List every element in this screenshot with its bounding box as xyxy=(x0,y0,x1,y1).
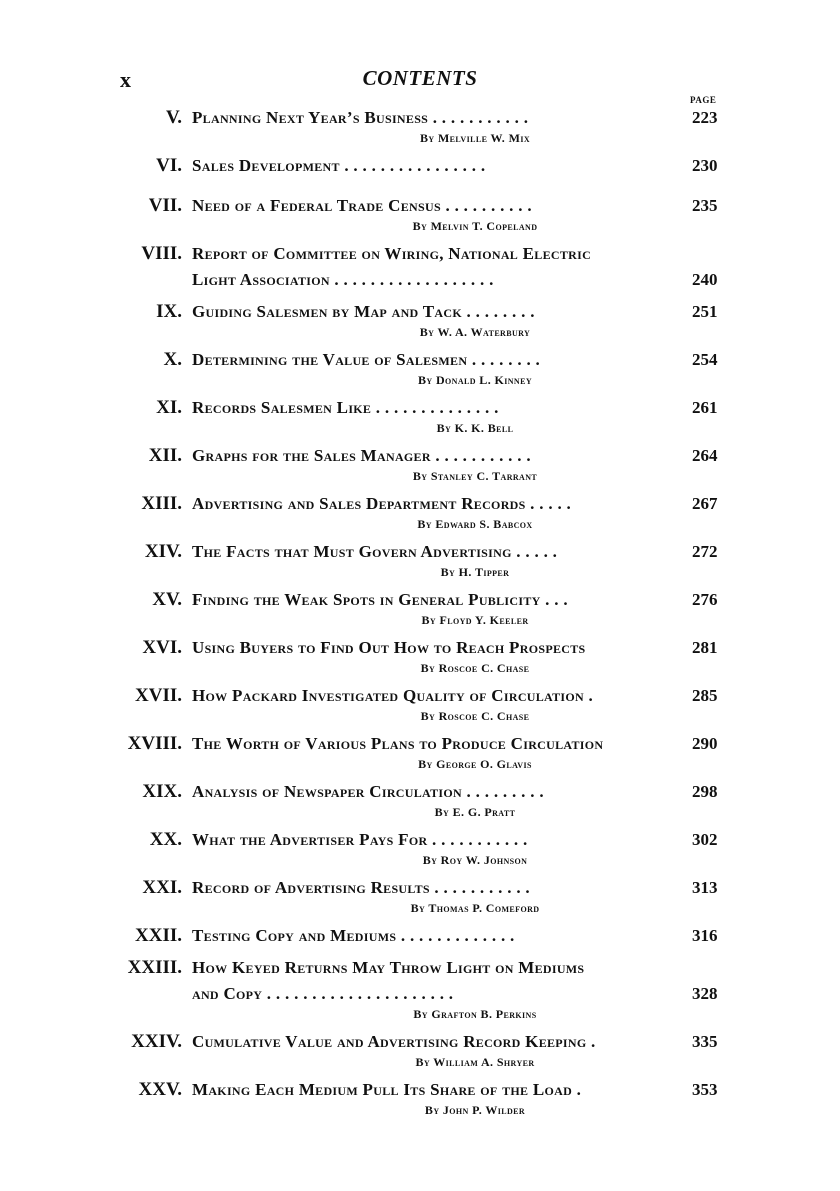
toc-entry-row xyxy=(0,241,840,267)
chapter-number: VII. xyxy=(148,195,182,216)
chapter-author: By Grafton B. Perkins xyxy=(413,1007,537,1021)
chapter-title: Report of Committee on Wiring, National Electric xyxy=(192,244,592,263)
chapter-page-number: 272 xyxy=(692,542,718,561)
chapter-author: By Melvin T. Copeland xyxy=(412,219,538,233)
chapter-number: XVII. xyxy=(135,685,182,706)
page-number: x xyxy=(120,67,131,92)
toc-entry-row xyxy=(0,875,840,901)
chapter-number: XV. xyxy=(152,589,182,610)
toc-entry-row xyxy=(0,491,840,517)
toc-entry xyxy=(0,299,840,343)
toc-entry-row xyxy=(0,299,840,325)
toc-entry xyxy=(0,955,840,1025)
chapter-page-number: 261 xyxy=(692,398,718,417)
chapter-author: By Donald L. Kinney xyxy=(417,373,533,387)
chapter-title: and Copy . . . . . . . . . . . . . . . . . . . . . xyxy=(192,984,454,1003)
chapter-number: X. xyxy=(163,349,182,370)
chapter-title: Record of Advertising Results . . . . . . . . . . . xyxy=(192,878,530,897)
chapter-author: By K. K. Bell xyxy=(436,421,514,435)
chapter-page-number: 267 xyxy=(692,494,718,513)
chapter-author: By Edward S. Babcox xyxy=(417,517,533,531)
toc-entry-row xyxy=(0,955,840,981)
toc-entry-row xyxy=(0,267,840,293)
chapter-author: By William A. Shryer xyxy=(415,1055,535,1069)
chapter-number: XI. xyxy=(156,397,182,418)
chapter-author: By George O. Glavis xyxy=(418,757,532,771)
toc-entry xyxy=(0,153,840,179)
toc-entry-row xyxy=(0,193,840,219)
chapter-number: XXV. xyxy=(138,1079,182,1100)
chapter-page-number: 251 xyxy=(692,302,718,321)
chapter-author: By Roy W. Johnson xyxy=(422,853,528,867)
toc-entry xyxy=(0,923,840,949)
toc-entry xyxy=(0,587,840,631)
toc-entry-row xyxy=(0,395,840,421)
chapter-page-number: 230 xyxy=(692,156,718,175)
chapter-author: By Stanley C. Tarrant xyxy=(412,469,538,483)
chapter-author: By E. G. Pratt xyxy=(434,805,516,819)
toc-entry xyxy=(0,1029,840,1073)
table-of-contents xyxy=(0,105,840,1125)
chapter-title: Advertising and Sales Department Records . . . . . xyxy=(192,494,572,513)
chapter-title: Sales Development . . . . . . . . . . . . . . . . xyxy=(192,156,486,175)
chapter-title: How Keyed Returns May Throw Light on Mediums xyxy=(192,958,585,977)
toc-entry-row xyxy=(0,1029,840,1055)
toc-entry xyxy=(0,731,840,775)
chapter-page-number: 313 xyxy=(692,878,718,897)
chapter-number: XX. xyxy=(149,829,182,850)
toc-entry xyxy=(0,443,840,487)
chapter-number: VIII. xyxy=(141,243,182,264)
chapter-title: Finding the Weak Spots in General Publicity . . . xyxy=(192,590,568,609)
toc-entry-row xyxy=(0,683,840,709)
chapter-page-number: 290 xyxy=(692,734,718,753)
toc-entry-row xyxy=(0,981,840,1007)
chapter-title: Cumulative Value and Advertising Record Keeping . xyxy=(192,1032,596,1051)
chapter-title: The Worth of Various Plans to Produce Circulation xyxy=(192,734,604,753)
toc-entry xyxy=(0,395,840,439)
chapter-page-number: 285 xyxy=(692,686,718,705)
chapter-page-number: 298 xyxy=(692,782,718,801)
chapter-author: By Roscoe C. Chase xyxy=(420,661,530,675)
toc-entry-row xyxy=(0,635,840,661)
chapter-title: What the Advertiser Pays For . . . . . . . . . . . xyxy=(192,830,528,849)
toc-entry-row xyxy=(0,923,840,949)
toc-entry xyxy=(0,539,840,583)
chapter-title: Records Salesmen Like . . . . . . . . . . . . . . xyxy=(192,398,499,417)
toc-entry xyxy=(0,875,840,919)
chapter-author: By W. A. Waterbury xyxy=(419,325,531,339)
chapter-title: Need of a Federal Trade Census . . . . . . . . . . xyxy=(192,196,532,215)
chapter-number: XIX. xyxy=(142,781,182,802)
chapter-page-number: 353 xyxy=(692,1080,718,1099)
toc-entry-row xyxy=(0,105,840,131)
toc-entry-row xyxy=(0,153,840,179)
toc-entry xyxy=(0,1077,840,1121)
chapter-page-number: 281 xyxy=(692,638,718,657)
chapter-number: XVI. xyxy=(142,637,182,658)
chapter-title: Making Each Medium Pull Its Share of the Load . xyxy=(192,1080,582,1099)
chapter-number: IX. xyxy=(156,301,182,322)
chapter-author: By Thomas P. Comeford xyxy=(410,901,540,915)
chapter-author: By John P. Wilder xyxy=(424,1103,526,1117)
chapter-title: Graphs for the Sales Manager . . . . . . . . . . . xyxy=(192,446,531,465)
chapter-author: By Floyd Y. Keeler xyxy=(421,613,529,627)
toc-entry xyxy=(0,635,840,679)
chapter-number: XXIII. xyxy=(127,957,182,978)
chapter-page-number: 302 xyxy=(692,830,718,849)
chapter-number: XXIV. xyxy=(131,1031,182,1052)
chapter-title: Planning Next Year’s Business . . . . . . . . . . . xyxy=(192,108,529,127)
toc-entry xyxy=(0,193,840,237)
chapter-page-number: 254 xyxy=(692,350,718,369)
toc-entry-row xyxy=(0,827,840,853)
chapter-number: XVIII. xyxy=(127,733,182,754)
chapter-number: VI. xyxy=(156,155,182,176)
toc-entry xyxy=(0,779,840,823)
chapter-page-number: 316 xyxy=(692,926,718,945)
chapter-number: XXI. xyxy=(142,877,182,898)
chapter-number: XII. xyxy=(148,445,182,466)
chapter-number: V. xyxy=(165,107,182,128)
chapter-title: Guiding Salesmen by Map and Tack . . . . . . . . xyxy=(192,302,535,321)
chapter-page-number: 235 xyxy=(692,196,718,215)
toc-entry-row xyxy=(0,1077,840,1103)
chapter-page-number: 223 xyxy=(692,108,718,127)
toc-entry xyxy=(0,347,840,391)
chapter-page-number: 240 xyxy=(692,270,718,289)
toc-entry-row xyxy=(0,443,840,469)
chapter-title: Light Association . . . . . . . . . . . . . . . . . . xyxy=(192,270,494,289)
toc-entry xyxy=(0,827,840,871)
toc-entry xyxy=(0,683,840,727)
chapter-number: XIV. xyxy=(144,541,182,562)
chapter-title: Determining the Value of Salesmen . . . . . . . . xyxy=(192,350,541,369)
toc-entry xyxy=(0,105,840,149)
toc-entry xyxy=(0,491,840,535)
running-head: CONTENTS xyxy=(362,66,478,90)
chapter-title: Using Buyers to Find Out How to Reach Prospects xyxy=(192,638,586,657)
chapter-author: By Roscoe C. Chase xyxy=(420,709,530,723)
chapter-title: Analysis of Newspaper Circulation . . . . . . . . . xyxy=(192,782,544,801)
toc-entry-row xyxy=(0,539,840,565)
chapter-author: By Melville W. Mix xyxy=(419,131,531,145)
chapter-page-number: 335 xyxy=(692,1032,718,1051)
toc-entry-row xyxy=(0,587,840,613)
chapter-title: The Facts that Must Govern Advertising . . . . . xyxy=(192,542,558,561)
chapter-title: Testing Copy and Mediums . . . . . . . . . . . . . xyxy=(192,926,515,945)
chapter-title: How Packard Investigated Quality of Circulation . xyxy=(192,686,594,705)
toc-entry xyxy=(0,241,840,293)
chapter-page-number: 264 xyxy=(692,446,718,465)
toc-entry-row xyxy=(0,347,840,373)
chapter-number: XXII. xyxy=(135,925,182,946)
chapter-author: By H. Tipper xyxy=(440,565,510,579)
toc-entry-row xyxy=(0,779,840,805)
chapter-page-number: 328 xyxy=(692,984,718,1003)
chapter-page-number: 276 xyxy=(692,590,718,609)
toc-entry-row xyxy=(0,731,840,757)
page-column-label: PAGE xyxy=(690,95,717,105)
chapter-number: XIII. xyxy=(141,493,182,514)
